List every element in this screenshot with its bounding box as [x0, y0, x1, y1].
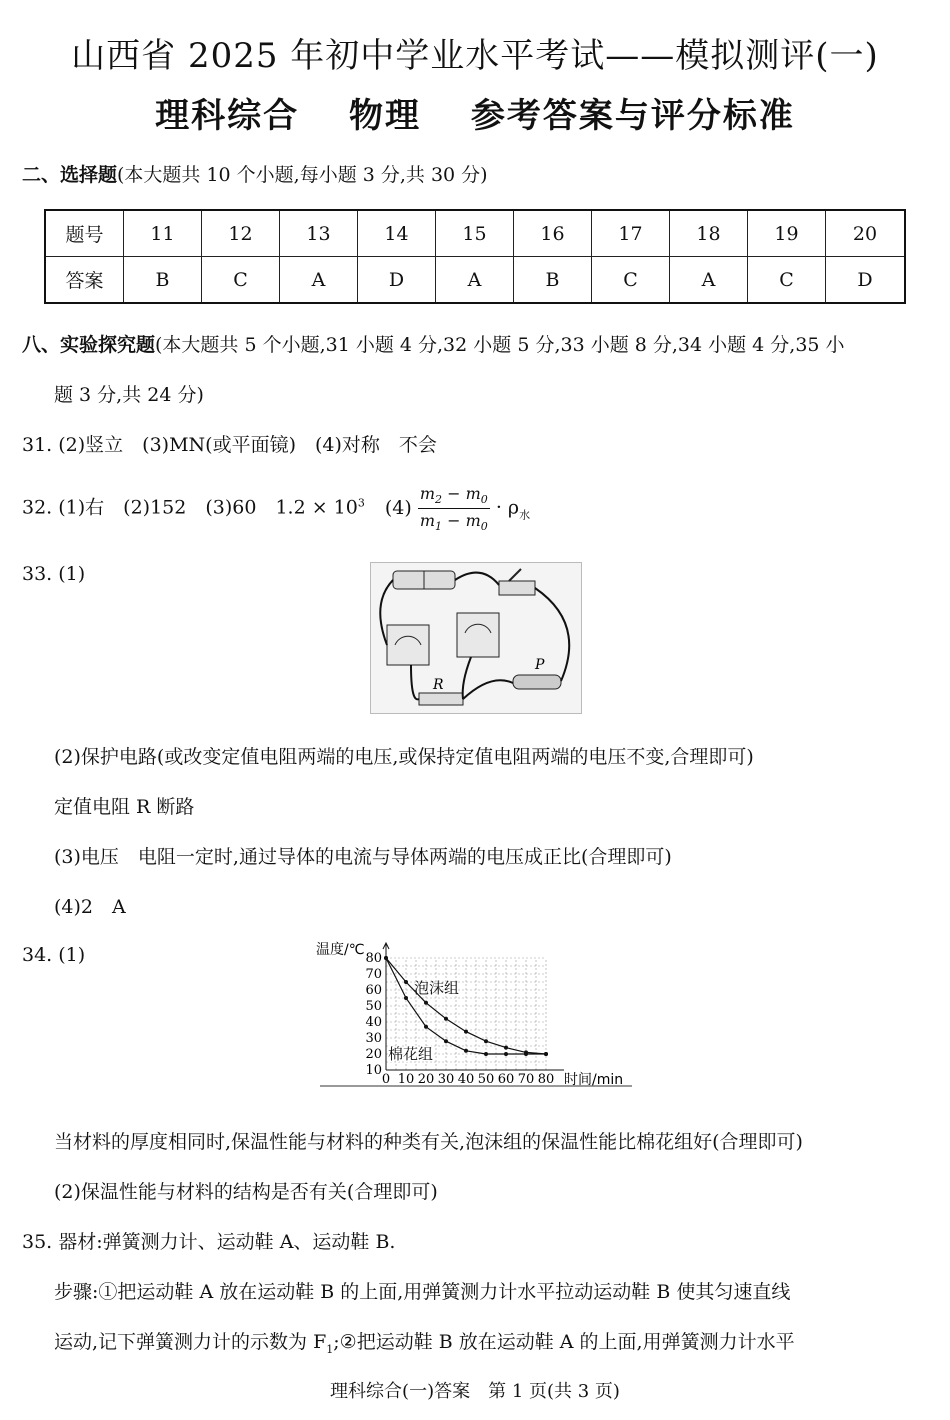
answer-cell: A	[280, 257, 358, 304]
answer-35-line2: 步骤:①把运动鞋 A 放在运动鞋 B 的上面,用弹簧测力计水平拉动运动鞋 B 使其匀速直线	[54, 1281, 791, 1303]
question-number: 18	[670, 210, 748, 257]
fraction-numerator: $m_2 - m_0$	[418, 484, 490, 509]
answer-32-exponent: 3	[357, 496, 365, 510]
force-subscript: 1	[326, 1342, 334, 1356]
answer-35-line3	[54, 1327, 795, 1356]
page-footer: 理科综合(一)答案 第 1 页(共 3 页)	[330, 1381, 620, 1402]
x-tick-label: 50	[477, 1072, 495, 1087]
density-fraction	[418, 484, 490, 533]
question-number: 15	[436, 210, 514, 257]
data-point	[404, 980, 408, 984]
temperature-chart	[316, 940, 636, 1100]
answer-33-part2: (2)保护电路(或改变定值电阻两端的电压,或保持定值电阻两端的电压不变,合理即可)	[54, 746, 754, 768]
row-label-numbers: 题号	[45, 210, 124, 257]
y-tick-label: 10	[365, 1063, 382, 1078]
answer-cell: C	[748, 257, 826, 304]
answer-cell: B	[514, 257, 592, 304]
subtitle-part-1: 理科综合	[155, 96, 300, 136]
section-2-note: (本大题共 10 个小题,每小题 3 分,共 30 分)	[117, 164, 488, 186]
slider-label: P	[535, 657, 545, 673]
y-tick-label: 20	[365, 1047, 382, 1062]
answer-cell: D	[358, 257, 436, 304]
circuit-diagram	[371, 563, 581, 713]
fraction-denominator: $m_1 - m_0$	[419, 511, 488, 534]
question-number: 13	[280, 210, 358, 257]
data-point	[444, 1017, 448, 1021]
table-row-answers	[45, 257, 905, 304]
answer-35-line1: 35. 器材:弹簧测力计、运动鞋 A、运动鞋 B.	[22, 1231, 396, 1253]
data-point	[424, 1001, 428, 1005]
rho-symbol: · ρ	[495, 496, 520, 519]
x-tick-label: 70	[517, 1072, 535, 1087]
y-tick-label: 70	[365, 967, 382, 982]
y-tick-label: 50	[365, 999, 382, 1014]
x-tick-label: 30	[437, 1072, 455, 1087]
choice-answer-table	[44, 209, 906, 304]
answer-33-part4: (4)2 A	[54, 896, 126, 918]
question-number: 14	[358, 210, 436, 257]
answer-cell: A	[670, 257, 748, 304]
question-number: 16	[514, 210, 592, 257]
table-row-numbers	[45, 210, 905, 257]
answer-cell: B	[124, 257, 202, 304]
chart-labels	[316, 941, 623, 1088]
wire	[455, 573, 499, 585]
question-number: 12	[202, 210, 280, 257]
series-label: 泡沫组	[414, 979, 460, 998]
data-point	[464, 1049, 468, 1053]
answer-33-label: 33. (1)	[22, 563, 86, 585]
answer-cell: C	[202, 257, 280, 304]
answer-31: 31. (2)竖立 (3)MN(或平面镜) (4)对称 不会	[22, 434, 437, 456]
data-point	[464, 1030, 468, 1034]
answer-cell: C	[592, 257, 670, 304]
question-number: 17	[592, 210, 670, 257]
y-axis-label: 温度/℃	[316, 942, 365, 958]
data-point	[484, 1039, 488, 1043]
answer-33-part2b: 定值电阻 R 断路	[54, 796, 195, 818]
wire	[411, 665, 419, 699]
data-point	[504, 1052, 508, 1056]
switch-icon	[499, 581, 535, 595]
question-number: 19	[748, 210, 826, 257]
answer-33-part3: (3)电压 电阻一定时,通过导体的电流与导体两端的电压成正比(合理即可)	[54, 846, 672, 868]
page-title: 山西省 2025 年初中学业水平考试——模拟测评(一)	[71, 36, 879, 76]
y-tick-label: 80	[365, 951, 382, 966]
resistor-icon	[419, 693, 463, 705]
data-point	[524, 1052, 528, 1056]
circuit-figure	[370, 562, 582, 714]
data-point	[404, 996, 408, 1000]
wire	[463, 680, 513, 699]
row-label-answers: 答案	[45, 257, 124, 304]
x-tick-label: 60	[497, 1072, 515, 1087]
section-8-title: 八、实验探究题	[22, 334, 156, 356]
section-2-title: 二、选择题	[22, 164, 118, 186]
resistor-label: R	[433, 677, 444, 693]
data-point	[424, 1025, 428, 1029]
section-8-note-1: (本大题共 5 个小题,31 小题 4 分,32 小题 5 分,33 小题 8 分,34 小题 4 分,35 小	[155, 334, 845, 356]
section-8-note-2: 题 3 分,共 24 分)	[54, 384, 204, 406]
answer-35-line3b: ;②把运动鞋 B 放在运动鞋 A 的上面,用弹簧测力计水平	[333, 1331, 795, 1353]
x-tick-label: 40	[457, 1072, 475, 1087]
y-tick-label: 60	[365, 983, 382, 998]
ammeter-icon	[457, 613, 499, 657]
question-number: 20	[826, 210, 906, 257]
answer-cell: D	[826, 257, 906, 304]
switch-lever	[509, 569, 521, 581]
page-subtitle	[0, 88, 950, 137]
answer-cell: A	[436, 257, 514, 304]
answer-34-part2: (2)保温性能与材料的结构是否有关(合理即可)	[54, 1181, 438, 1203]
data-point	[504, 1046, 508, 1050]
rho-subscript: 水	[519, 508, 531, 522]
data-point	[444, 1039, 448, 1043]
answer-34-conclusion: 当材料的厚度相同时,保温性能与材料的种类有关,泡沫组的保温性能比棉花组好(合理即可)	[54, 1131, 803, 1153]
chart-svg	[316, 940, 636, 1100]
y-tick-label: 40	[365, 1015, 382, 1030]
answer-32-text: 32. (1)右 (2)152 (3)60 1.2 × 10	[22, 496, 358, 519]
data-point	[544, 1052, 548, 1056]
subtitle-part-2: 物理	[349, 96, 421, 136]
answer-32-part4: (4)	[384, 496, 412, 519]
section-8-heading	[22, 330, 845, 357]
rheostat-icon	[513, 675, 561, 689]
y-tick-label: 30	[365, 1031, 382, 1046]
data-point	[384, 956, 388, 960]
series-label: 棉花组	[388, 1044, 434, 1063]
answer-32	[22, 484, 530, 533]
answer-34-label: 34. (1)	[22, 944, 86, 966]
section-2-heading	[22, 160, 488, 187]
x-tick-label: 80	[537, 1072, 555, 1087]
x-tick-label: 10	[397, 1072, 415, 1087]
answer-35-line3a: 运动,记下弹簧测力计的示数为 F	[54, 1331, 327, 1353]
x-tick-label: 20	[417, 1072, 435, 1087]
data-point	[484, 1052, 488, 1056]
question-number: 11	[124, 210, 202, 257]
voltmeter-icon	[387, 625, 429, 665]
x-tick-label: 0	[381, 1072, 391, 1087]
x-axis-label: 时间/min	[564, 1072, 624, 1088]
subtitle-part-3: 参考答案与评分标准	[470, 96, 795, 136]
